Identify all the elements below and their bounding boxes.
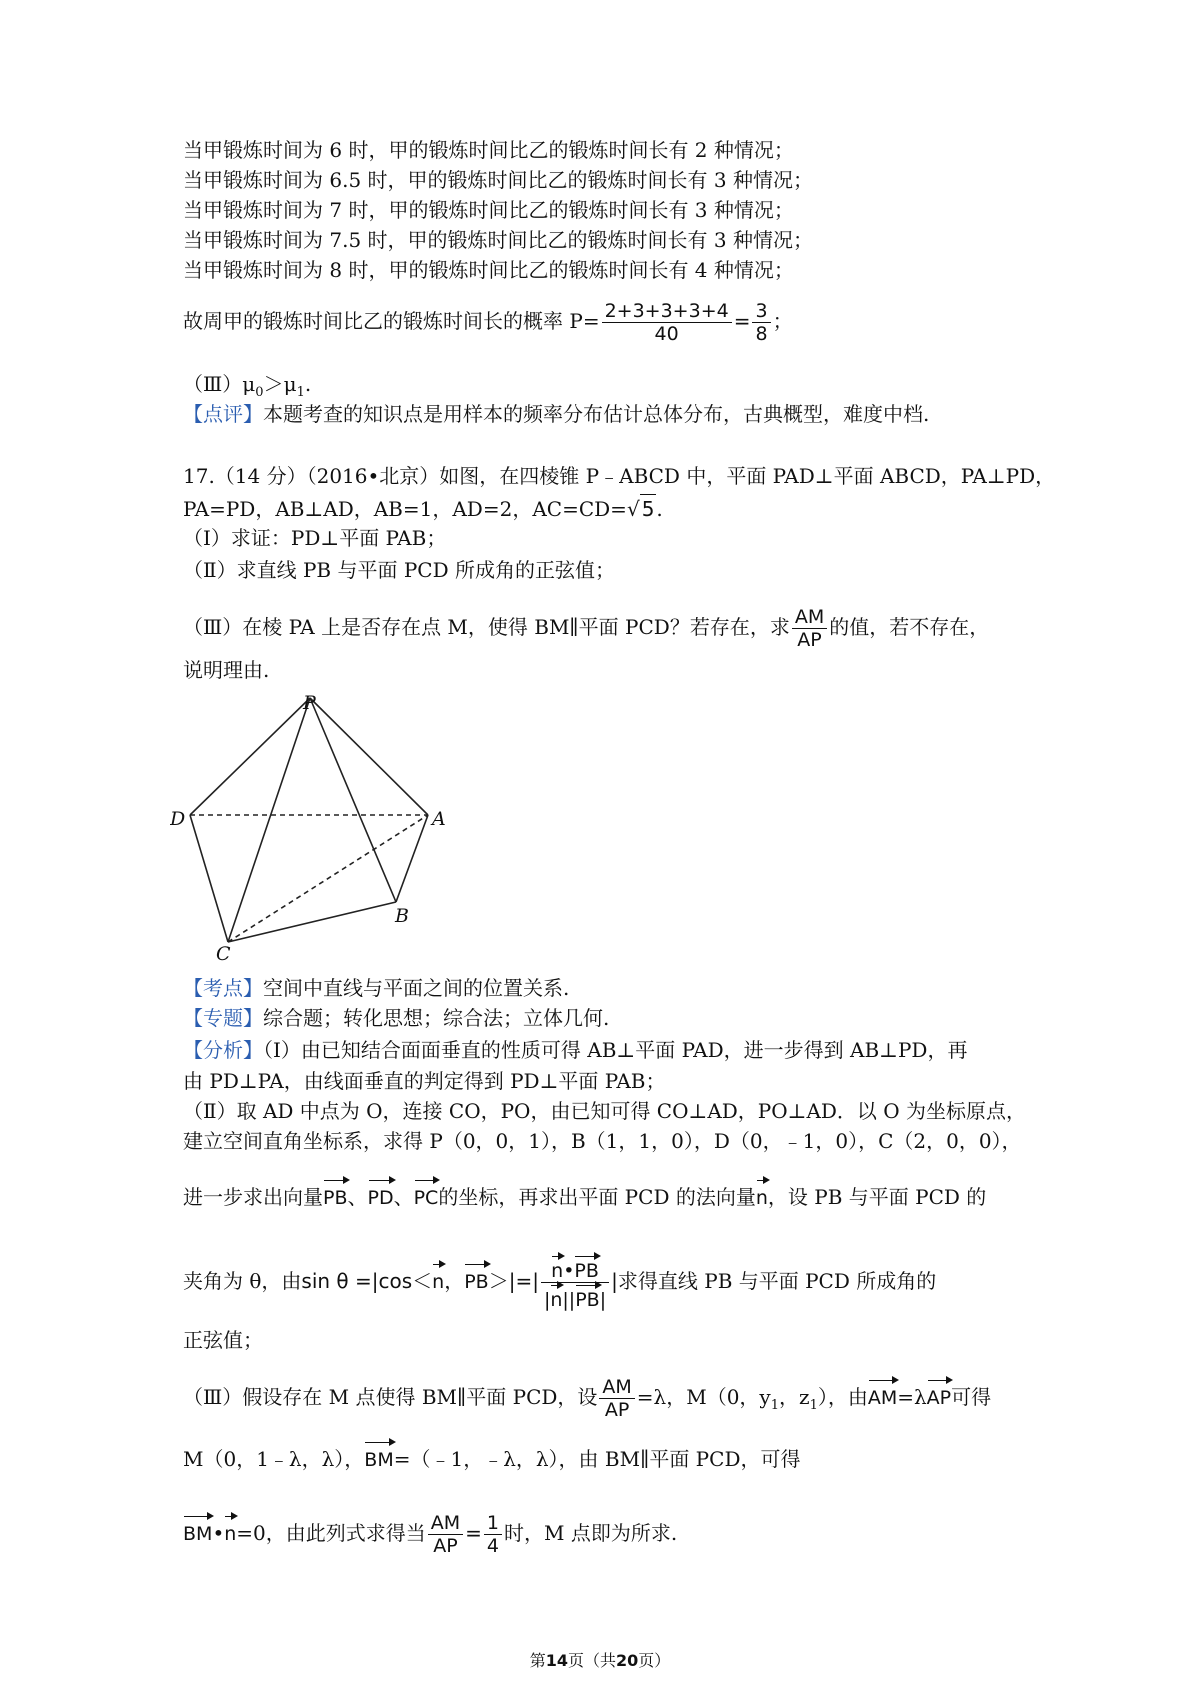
bar: || <box>562 1289 576 1311</box>
question-part: 说明理由. <box>183 658 270 682</box>
page-footer <box>0 1648 1200 1671</box>
page-total: 20 <box>616 1651 639 1670</box>
edge-PA <box>310 698 428 815</box>
vector-pd: PD <box>368 1178 394 1212</box>
text: 可得 <box>951 1385 992 1409</box>
text-line: 建立空间直角坐标系，求得 P（0，0，1），B（1，1，0），D（0，﹣1，0），C（2，0，0）， <box>183 1129 1022 1153</box>
label-C: C <box>216 943 231 966</box>
numerator: 2+3+3+3+4 <box>602 300 732 323</box>
vector-pb: PB <box>464 1262 489 1296</box>
question-part: （Ⅱ）求直线 PB 与平面 PCD 所成角的正弦值； <box>183 558 615 582</box>
section-tag: 【点评】 <box>183 402 263 426</box>
text: 夹角为 θ，由 <box>183 1269 302 1293</box>
text-line <box>183 1512 677 1557</box>
dot: • <box>212 1521 225 1545</box>
text: 空间中直线与平面之间的位置关系. <box>263 976 570 1000</box>
text-line: 正弦值； <box>183 1328 263 1352</box>
text: 本题考查的知识点是用样本的频率分布估计总体分布，古典概型，难度中档. <box>263 402 930 426</box>
text: 求得直线 PB 与平面 PCD 所成角的 <box>617 1269 937 1293</box>
text-line: 当甲锻炼时间为 7 时，甲的锻炼时间比乙的锻炼时间长有 3 种情况； <box>183 198 794 222</box>
denominator: 4 <box>486 1535 500 1557</box>
vector-bm: BM <box>364 1440 393 1474</box>
text: =λ，M（0，y <box>636 1385 771 1409</box>
numerator: 1 <box>484 1512 502 1535</box>
dianping-line <box>183 400 929 428</box>
probability-line <box>183 300 793 345</box>
label-B: B <box>395 905 409 928</box>
numerator: 3 <box>752 300 770 323</box>
text: =（﹣1，﹣λ，λ），由 BM∥平面 PCD，可得 <box>393 1447 801 1471</box>
subscript: 1 <box>770 1398 780 1413</box>
text: 时，M 点即为所求. <box>504 1521 678 1545</box>
fraction <box>599 1376 634 1421</box>
fraction <box>428 1512 463 1557</box>
text: ，设 PB 与平面 PCD 的 <box>767 1185 987 1209</box>
sqrt-radicand: 5 <box>640 494 657 523</box>
label-D: D <box>170 808 186 831</box>
text-line: 由 PD⊥PA，由线面垂直的判定得到 PD⊥平面 PAB； <box>183 1069 666 1093</box>
fraction <box>792 606 827 651</box>
text-line: 当甲锻炼时间为 6 时，甲的锻炼时间比乙的锻炼时间长有 2 种情况； <box>183 138 794 162</box>
text: 故周甲的锻炼时间比乙的锻炼时间长的概率 P= <box>183 309 600 333</box>
equals: = <box>733 309 751 333</box>
denominator: AP <box>433 1535 458 1557</box>
text-line <box>183 1376 991 1421</box>
text: ＞μ <box>263 372 297 396</box>
text: 的坐标，再求出平面 PCD 的法向量 <box>438 1185 756 1209</box>
vector-n: n <box>550 1283 562 1311</box>
text: 、 <box>393 1185 414 1209</box>
fraction <box>752 300 770 345</box>
text: （Ⅰ）由已知结合面面垂直的性质可得 AB⊥平面 PAD，进一步得到 AB⊥PD，再 <box>263 1038 968 1062</box>
text-line: 当甲锻炼时间为 8 时，甲的锻炼时间比乙的锻炼时间长有 4 种情况； <box>183 258 794 282</box>
vector-ap: AP <box>927 1378 951 1412</box>
edge-PC <box>228 698 310 942</box>
dot: • <box>563 1260 575 1282</box>
text: =λ <box>897 1385 927 1409</box>
vector-pc: PC <box>414 1178 439 1212</box>
denominator: AP <box>604 1399 630 1421</box>
text-line <box>183 1254 936 1311</box>
text: 的值，若不存在， <box>829 615 990 639</box>
edge-PB <box>310 698 396 902</box>
text-line: 当甲锻炼时间为 7.5 时，甲的锻炼时间比乙的锻炼时间长有 3 种情况； <box>183 228 813 252</box>
kaodian-line <box>183 974 569 1002</box>
text: ），由 <box>817 1385 868 1409</box>
edge-BA <box>396 815 428 902</box>
text-line: 当甲锻炼时间为 6.5 时，甲的锻炼时间比乙的锻炼时间长有 3 种情况； <box>183 168 813 192</box>
bar: | <box>543 1289 551 1311</box>
bar: | <box>599 1289 607 1311</box>
vector-pb: PB <box>574 1254 599 1282</box>
question-line <box>183 494 663 523</box>
denominator <box>541 1283 609 1311</box>
text: （Ⅲ）假设存在 M 点使得 BM∥平面 PCD，设 <box>183 1385 598 1409</box>
edge-PD <box>190 698 310 815</box>
fraction <box>602 300 732 345</box>
text: ， <box>444 1269 465 1293</box>
edge-CB <box>228 902 396 942</box>
section-tag: 【分析】 <box>183 1038 263 1062</box>
formula: | <box>611 1269 618 1293</box>
text-line <box>183 1440 800 1474</box>
fenxi-line <box>183 1036 967 1064</box>
subscript: 0 <box>255 385 264 400</box>
fraction <box>541 1254 609 1311</box>
section-tag: 【专题】 <box>183 1006 263 1030</box>
sqrt-sign: √ <box>626 497 640 521</box>
vector-bm: BM <box>183 1514 212 1548</box>
vector-n: n <box>224 1514 236 1548</box>
label-P: P <box>303 692 316 715</box>
label-A: A <box>432 808 446 831</box>
text: 页（共 <box>567 1651 616 1670</box>
text: ； <box>772 309 793 333</box>
denominator: 8 <box>755 323 768 345</box>
text: （Ⅲ）μ <box>183 372 256 396</box>
text: （Ⅲ）在棱 PA 上是否存在点 M，使得 BM∥平面 PCD？若存在，求 <box>183 615 790 639</box>
edge-DC <box>190 815 228 942</box>
question-part: （Ⅰ）求证：PD⊥平面 PAB； <box>183 526 447 550</box>
text-line: （Ⅱ）取 AD 中点为 O，连接 CO，PO，由已知可得 CO⊥AD，PO⊥AD．以 O 为坐标原点， <box>183 1099 1027 1123</box>
text: 第 <box>529 1651 546 1670</box>
subscript: 1 <box>809 1398 818 1413</box>
page-number: 14 <box>545 1651 568 1670</box>
text: 进一步求出向量 <box>183 1185 323 1209</box>
vector-pb: PB <box>575 1283 600 1311</box>
denominator: AP <box>797 629 822 651</box>
numerator: AM <box>428 1512 463 1535</box>
text: M（0，1﹣λ，λ）， <box>183 1447 365 1471</box>
text: PA=PD，AB⊥AD，AB=1，AD=2，AC=CD= <box>183 497 627 521</box>
zhuanti-line <box>183 1004 609 1032</box>
equals: = <box>465 1521 482 1545</box>
numerator: AM <box>599 1376 634 1399</box>
question-part <box>183 606 989 651</box>
subscript: 1 <box>296 385 305 400</box>
fraction <box>484 1512 502 1557</box>
denominator: 40 <box>654 323 679 345</box>
text: . <box>304 372 312 396</box>
numerator <box>541 1254 609 1283</box>
vector-am: AM <box>868 1378 897 1412</box>
formula: sin θ =|cos＜ <box>301 1269 433 1293</box>
vector-n: n <box>551 1254 563 1282</box>
vector-n: n <box>432 1262 444 1296</box>
text-line <box>183 1178 986 1212</box>
text: ，z <box>779 1385 810 1409</box>
text: =0，由此列式求得当 <box>236 1521 426 1545</box>
vector-n: n <box>756 1178 768 1212</box>
text: 、 <box>347 1185 368 1209</box>
vector-pb: PB <box>323 1178 348 1212</box>
text: . <box>656 497 663 521</box>
question-line: 17.（14 分）（2016•北京）如图，在四棱锥 P﹣ABCD 中，平面 PAD⊥平面 ABCD，PA⊥PD， <box>183 464 1056 488</box>
pyramid-figure <box>170 690 490 970</box>
formula: ＞|=| <box>488 1269 539 1293</box>
text: 页） <box>638 1651 671 1670</box>
section-tag: 【考点】 <box>183 976 263 1000</box>
numerator: AM <box>792 606 827 629</box>
text: 综合题；转化思想；综合法；立体几何. <box>263 1006 610 1030</box>
